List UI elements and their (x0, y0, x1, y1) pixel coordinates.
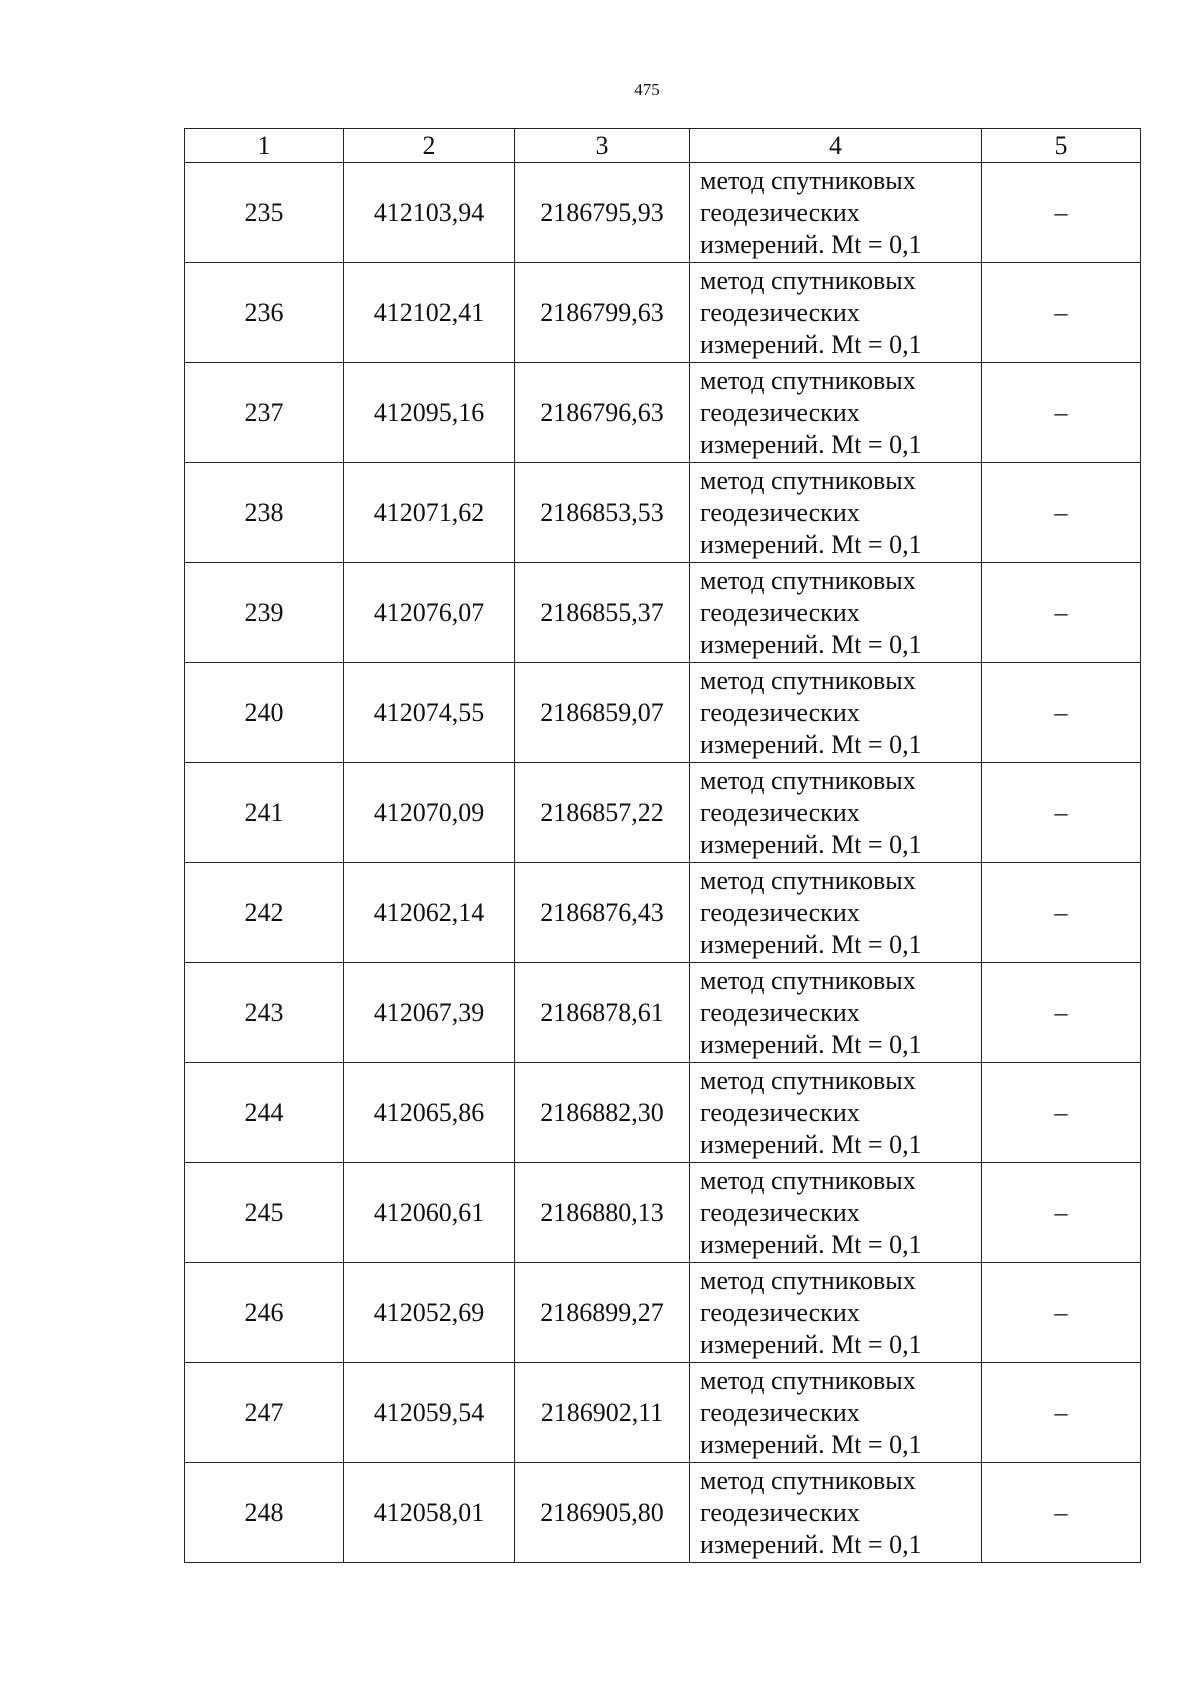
table-row (185, 1263, 1141, 1363)
method-cell (690, 163, 982, 263)
x-coordinate-cell: 412058,01 (344, 1463, 515, 1563)
x-coordinate-cell: 412071,62 (344, 463, 515, 563)
method-text-line: метод спутниковых (700, 1065, 916, 1095)
x-coordinate-cell: 412095,16 (344, 363, 515, 463)
table-body (185, 163, 1141, 1563)
method-text-line: измерений. Mt = 0,1 (700, 629, 922, 659)
x-coordinate-cell: 412060,61 (344, 1163, 515, 1263)
method-text-line: метод спутниковых (700, 1265, 916, 1295)
x-coordinate-cell: 412074,55 (344, 663, 515, 763)
method-text-line: геодезических (700, 297, 860, 327)
note-cell: – (982, 1063, 1141, 1163)
note-cell: – (982, 1163, 1141, 1263)
table-row (185, 1363, 1141, 1463)
point-number-cell: 248 (185, 1463, 344, 1563)
method-text-line: геодезических (700, 597, 860, 627)
x-coordinate-cell: 412070,09 (344, 763, 515, 863)
x-coordinate-cell: 412103,94 (344, 163, 515, 263)
point-number-cell: 239 (185, 563, 344, 663)
point-number-cell: 235 (185, 163, 344, 263)
table-row (185, 1163, 1141, 1263)
x-coordinate-cell: 412059,54 (344, 1363, 515, 1463)
y-coordinate-cell: 2186853,53 (515, 463, 690, 563)
method-cell (690, 863, 982, 963)
point-number-cell: 242 (185, 863, 344, 963)
table-row (185, 863, 1141, 963)
method-text-line: метод спутниковых (700, 265, 916, 295)
method-text-line: метод спутниковых (700, 365, 916, 395)
x-coordinate-cell: 412052,69 (344, 1263, 515, 1363)
method-text-line: измерений. Mt = 0,1 (700, 829, 922, 859)
method-cell (690, 1463, 982, 1563)
column-header-5: 5 (982, 129, 1141, 163)
method-text-line: метод спутниковых (700, 665, 916, 695)
method-text-line: метод спутниковых (700, 565, 916, 595)
column-header-2: 2 (344, 129, 515, 163)
method-text-line: измерений. Mt = 0,1 (700, 1529, 922, 1559)
y-coordinate-cell: 2186799,63 (515, 263, 690, 363)
x-coordinate-cell: 412067,39 (344, 963, 515, 1063)
method-text-line: метод спутниковых (700, 165, 916, 195)
method-text-line: измерений. Mt = 0,1 (700, 329, 922, 359)
method-text-line: геодезических (700, 497, 860, 527)
method-text-line: измерений. Mt = 0,1 (700, 1329, 922, 1359)
note-cell: – (982, 863, 1141, 963)
x-coordinate-cell: 412102,41 (344, 263, 515, 363)
note-cell: – (982, 663, 1141, 763)
method-cell (690, 663, 982, 763)
note-cell: – (982, 563, 1141, 663)
note-cell: – (982, 1263, 1141, 1363)
point-number-cell: 247 (185, 1363, 344, 1463)
method-text-line: геодезических (700, 1397, 860, 1427)
column-header-4: 4 (690, 129, 982, 163)
table-header-row (185, 129, 1141, 163)
method-text-line: геодезических (700, 797, 860, 827)
method-cell (690, 763, 982, 863)
note-cell: – (982, 263, 1141, 363)
column-header-3: 3 (515, 129, 690, 163)
point-number-cell: 238 (185, 463, 344, 563)
method-cell (690, 963, 982, 1063)
method-text-line: измерений. Mt = 0,1 (700, 929, 922, 959)
method-text-line: геодезических (700, 1097, 860, 1127)
y-coordinate-cell: 2186859,07 (515, 663, 690, 763)
table-row (185, 463, 1141, 563)
method-text-line: метод спутниковых (700, 1165, 916, 1195)
method-cell (690, 363, 982, 463)
method-text-line: измерений. Mt = 0,1 (700, 1229, 922, 1259)
method-text-line: метод спутниковых (700, 765, 916, 795)
table-row (185, 363, 1141, 463)
point-number-cell: 237 (185, 363, 344, 463)
method-text-line: измерений. Mt = 0,1 (700, 529, 922, 559)
method-cell (690, 263, 982, 363)
method-text-line: геодезических (700, 697, 860, 727)
method-cell (690, 1263, 982, 1363)
point-number-cell: 246 (185, 1263, 344, 1363)
method-text-line: метод спутниковых (700, 1365, 916, 1395)
y-coordinate-cell: 2186880,13 (515, 1163, 690, 1263)
method-text-line: геодезических (700, 197, 860, 227)
note-cell: – (982, 163, 1141, 263)
method-text-line: метод спутниковых (700, 1465, 916, 1495)
method-text-line: геодезических (700, 897, 860, 927)
method-text-line: измерений. Mt = 0,1 (700, 1429, 922, 1459)
y-coordinate-cell: 2186795,93 (515, 163, 690, 263)
method-cell (690, 1163, 982, 1263)
method-cell (690, 563, 982, 663)
x-coordinate-cell: 412065,86 (344, 1063, 515, 1163)
y-coordinate-cell: 2186855,37 (515, 563, 690, 663)
method-text-line: геодезических (700, 1497, 860, 1527)
point-number-cell: 236 (185, 263, 344, 363)
method-text-line: геодезических (700, 1197, 860, 1227)
method-text-line: измерений. Mt = 0,1 (700, 1129, 922, 1159)
method-text-line: геодезических (700, 997, 860, 1027)
column-header-1: 1 (185, 129, 344, 163)
method-text-line: измерений. Mt = 0,1 (700, 429, 922, 459)
note-cell: – (982, 1463, 1141, 1563)
note-cell: – (982, 763, 1141, 863)
point-number-cell: 244 (185, 1063, 344, 1163)
table-row (185, 563, 1141, 663)
point-number-cell: 240 (185, 663, 344, 763)
y-coordinate-cell: 2186796,63 (515, 363, 690, 463)
method-cell (690, 1363, 982, 1463)
table-row (185, 763, 1141, 863)
point-number-cell: 245 (185, 1163, 344, 1263)
note-cell: – (982, 363, 1141, 463)
method-cell (690, 1063, 982, 1163)
note-cell: – (982, 963, 1141, 1063)
y-coordinate-cell: 2186902,11 (515, 1363, 690, 1463)
note-cell: – (982, 1363, 1141, 1463)
note-cell: – (982, 463, 1141, 563)
method-cell (690, 463, 982, 563)
method-text-line: геодезических (700, 1297, 860, 1327)
method-text-line: измерений. Mt = 0,1 (700, 229, 922, 259)
y-coordinate-cell: 2186857,22 (515, 763, 690, 863)
table-row (185, 963, 1141, 1063)
table-row (185, 1063, 1141, 1163)
method-text-line: метод спутниковых (700, 465, 916, 495)
y-coordinate-cell: 2186905,80 (515, 1463, 690, 1563)
table-row (185, 1463, 1141, 1563)
method-text-line: метод спутниковых (700, 965, 916, 995)
coordinates-table (184, 128, 1141, 1563)
point-number-cell: 241 (185, 763, 344, 863)
page-number: 475 (634, 80, 660, 99)
y-coordinate-cell: 2186882,30 (515, 1063, 690, 1163)
method-text-line: метод спутниковых (700, 865, 916, 895)
x-coordinate-cell: 412062,14 (344, 863, 515, 963)
method-text-line: измерений. Mt = 0,1 (700, 729, 922, 759)
y-coordinate-cell: 2186876,43 (515, 863, 690, 963)
method-text-line: геодезических (700, 397, 860, 427)
x-coordinate-cell: 412076,07 (344, 563, 515, 663)
table-row (185, 663, 1141, 763)
table-row (185, 163, 1141, 263)
point-number-cell: 243 (185, 963, 344, 1063)
method-text-line: измерений. Mt = 0,1 (700, 1029, 922, 1059)
table-row (185, 263, 1141, 363)
y-coordinate-cell: 2186878,61 (515, 963, 690, 1063)
y-coordinate-cell: 2186899,27 (515, 1263, 690, 1363)
